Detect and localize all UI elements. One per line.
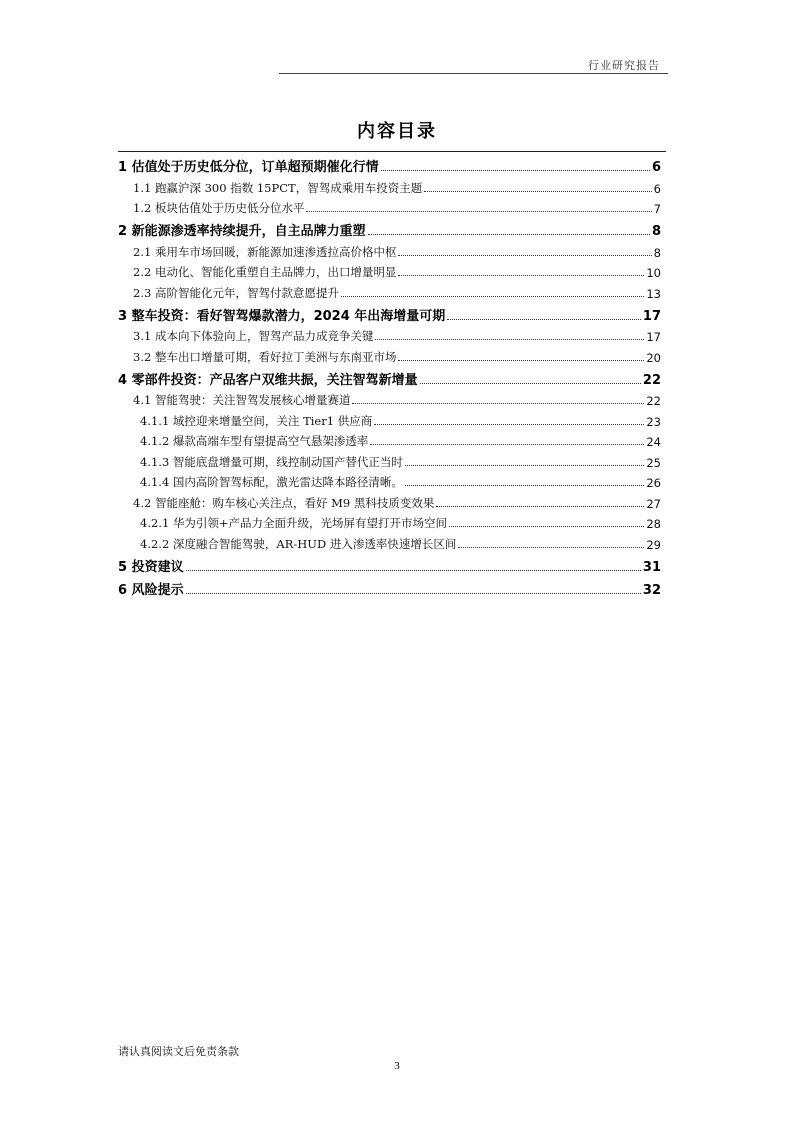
toc-entry-text: 1.2 板块估值处于历史低分位水平	[133, 201, 305, 215]
toc-entry[interactable]	[118, 324, 661, 345]
toc-entry[interactable]	[118, 470, 661, 491]
toc-leader-dots	[436, 505, 644, 507]
toc-entry-page: 26	[646, 476, 661, 490]
toc-entry-page: 27	[646, 496, 661, 511]
header-rule	[279, 73, 668, 74]
toc-entry-text: 4.1.4 国内高阶智驾标配，激光雷达降本路径清晰。	[140, 475, 403, 489]
toc-entry-text: 4.1.1 域控迎来增量空间，关注 Tier1 供应商	[140, 413, 373, 428]
toc-leader-dots	[398, 254, 651, 256]
toc-entry-page: 32	[642, 582, 661, 598]
toc-entry-text: 2.1 乘用车市场回暖，新能源加速渗透拉高价格中枢	[133, 244, 397, 259]
toc-entry-text: 5 投资建议	[118, 559, 184, 575]
toc-entry[interactable]	[118, 301, 661, 324]
toc-leader-dots	[186, 592, 641, 594]
toc-entry-page: 8	[651, 224, 661, 239]
toc-entry-text: 4.1.3 智能底盘增量可期，线控制动国产替代正当时	[140, 454, 403, 469]
toc-entry-text: 3 整车投资：看好智驾爆款潜力，2024 年出海增量可期	[118, 308, 446, 324]
toc-entry-text: 2 新能源渗透率持续提升，自主品牌力重塑	[118, 224, 366, 239]
toc-entry[interactable]	[118, 344, 661, 365]
toc-entry-text: 4.2 智能座舱：购车核心关注点，看好 M9 黑科技质变效果	[133, 495, 435, 510]
toc-entry-text: 3.1 成本向下体验向上，智驾产品力成竞争关键	[133, 329, 374, 343]
toc-leader-dots	[352, 402, 644, 404]
toc-leader-dots	[420, 382, 641, 384]
toc-entry-page: 22	[642, 372, 661, 388]
toc-entry-page: 31	[642, 559, 661, 575]
toc-entry-text: 1.1 跑赢沪深 300 指数 15PCT，智驾成乘用车投资主题	[133, 180, 423, 195]
header-label: 行业研究报告	[588, 59, 660, 72]
toc-entry-page: 7	[653, 202, 661, 216]
toc-entry[interactable]	[118, 511, 661, 532]
toc-entry-page: 8	[653, 245, 661, 260]
toc-leader-dots	[447, 318, 641, 320]
toc-leader-dots	[306, 210, 651, 212]
toc-entry-text: 4.2.2 深度融合智能驾驶，AR-HUD 进入渗透率快速增长区间	[140, 536, 457, 551]
toc-entry[interactable]	[118, 239, 661, 260]
toc-entry-text: 4.1 智能驾驶：关注智驾发展核心增量赛道	[133, 393, 351, 407]
toc-entry[interactable]	[118, 552, 661, 575]
toc-entry-page: 17	[646, 330, 661, 344]
toc-entry[interactable]	[118, 260, 661, 281]
toc-entry[interactable]	[118, 408, 661, 429]
toc-entry-page: 24	[646, 435, 661, 449]
toc-entry-page: 20	[646, 350, 661, 365]
toc-entry-page: 13	[646, 286, 661, 301]
toc-entry-text: 3.2 整车出口增量可期，看好拉丁美洲与东南亚市场	[133, 349, 397, 364]
toc-entry-page: 10	[646, 266, 661, 280]
toc-entry-text: 2.2 电动化、智能化重塑自主品牌力，出口增量明显	[133, 265, 397, 279]
toc-entry-page: 6	[651, 160, 661, 175]
toc-entry-text: 4 零部件投资：产品客户双维共振，关注智驾新增量	[118, 372, 418, 388]
toc-leader-dots	[424, 190, 651, 192]
toc-leader-dots	[370, 443, 644, 445]
toc-entry-page: 29	[646, 537, 661, 552]
toc-leader-dots	[374, 423, 644, 425]
toc-list	[118, 152, 661, 598]
toc-leader-dots	[458, 546, 644, 548]
toc-leader-dots	[405, 464, 644, 466]
toc-entry[interactable]	[118, 365, 661, 388]
toc-entry-page: 28	[646, 517, 661, 531]
toc-title: 内容目录	[357, 121, 437, 142]
toc-entry[interactable]	[118, 280, 661, 301]
disclaimer-note: 请认真阅读文后免责条款	[118, 1045, 239, 1058]
toc-entry[interactable]	[118, 449, 661, 470]
toc-entry-page: 25	[646, 455, 661, 470]
toc-leader-dots	[341, 295, 644, 297]
toc-entry-text: 6 风险提示	[118, 582, 184, 598]
toc-entry-text: 1 估值处于历史低分位，订单超预期催化行情	[118, 160, 379, 175]
toc-leader-dots	[405, 484, 644, 486]
toc-entry[interactable]	[118, 429, 661, 450]
toc-entry-page: 23	[646, 414, 661, 429]
toc-leader-dots	[449, 525, 644, 527]
toc-leader-dots	[375, 338, 644, 340]
toc-entry-text: 4.2.1 华为引领+产品力全面升级，光场屏有望打开市场空间	[140, 516, 448, 530]
toc-entry[interactable]	[118, 388, 661, 409]
toc-leader-dots	[381, 169, 650, 171]
toc-entry-text: 4.1.2 爆款高端车型有望提高空气悬架渗透率	[140, 434, 369, 448]
toc-entry-page: 17	[642, 308, 661, 324]
page-number: 3	[394, 1060, 400, 1072]
toc-entry[interactable]	[118, 216, 661, 239]
toc-leader-dots	[186, 569, 641, 571]
toc-leader-dots	[368, 233, 650, 235]
toc-entry[interactable]	[118, 490, 661, 511]
toc-leader-dots	[398, 359, 644, 361]
toc-entry-page: 22	[646, 394, 661, 408]
toc-entry-text: 2.3 高阶智能化元年，智驾付款意愿提升	[133, 285, 339, 300]
toc-entry[interactable]	[118, 575, 661, 598]
toc-entry-page: 6	[653, 181, 661, 196]
toc-entry[interactable]	[118, 531, 661, 552]
toc-leader-dots	[398, 274, 644, 276]
toc-entry[interactable]	[118, 196, 661, 217]
toc-entry[interactable]	[118, 152, 661, 175]
toc-entry[interactable]	[118, 175, 661, 196]
